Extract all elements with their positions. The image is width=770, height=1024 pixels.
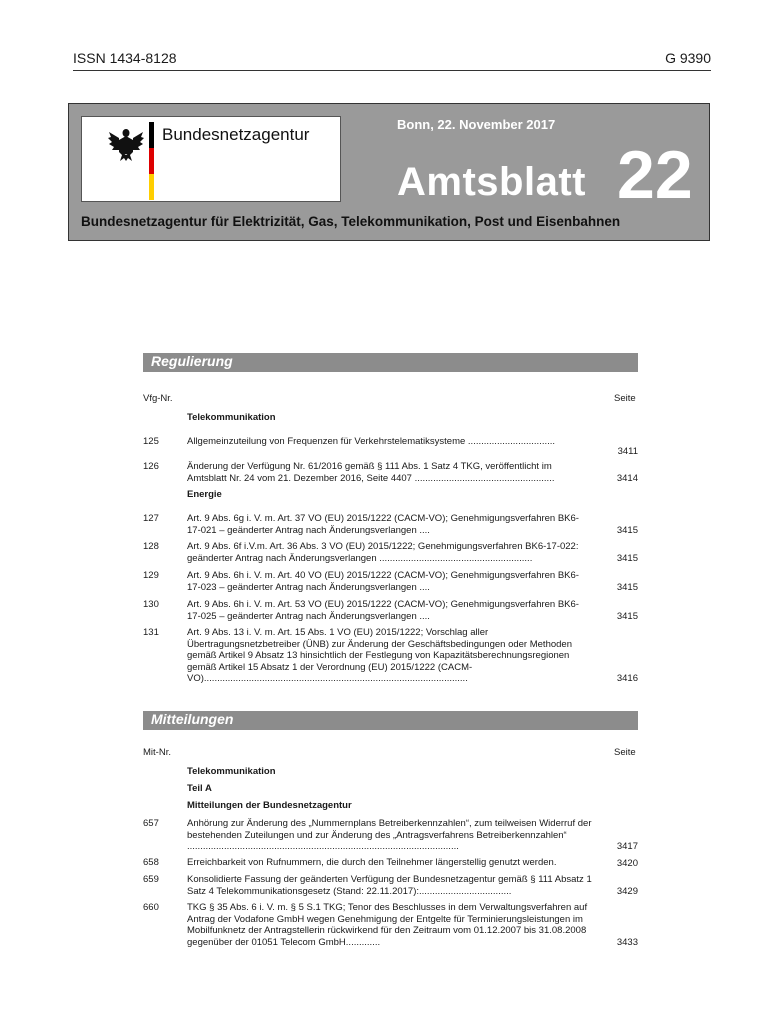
entry-text: Konsolidierte Fassung der geänderten Verfügung der Bundesnetzagentur gemäß § 111 Absatz 1 Satz 4 Telekommunikationsgesetz (Stand: 22.11.2017):................................... — [187, 874, 592, 897]
entry-text: Art. 9 Abs. 6h i. V. m. Art. 40 VO (EU) 2015/1222 (CACM-VO); Genehmigungsverfahren BK6-17-023 – geänderter Antrag nach Änderungsverlangen .... — [187, 570, 579, 593]
list-item[interactable] — [143, 902, 638, 948]
masthead — [68, 103, 710, 241]
column-header-page: Seite — [614, 747, 636, 758]
agency-name: Bundesnetzagentur — [162, 125, 310, 144]
entry-text: Art. 9 Abs. 6g i. V. m. Art. 37 VO (EU) 2015/1222 (CACM-VO); Genehmigungsverfahren BK6-17-021 – geänderter Antrag nach Änderungsverlangen .... — [187, 513, 579, 536]
flag-black — [149, 122, 154, 148]
flag-red — [149, 148, 154, 174]
entry-page: 3417 — [616, 840, 638, 852]
list-item[interactable] — [143, 541, 638, 564]
federal-eagle-icon — [106, 123, 146, 163]
entry-number: 659 — [143, 874, 159, 885]
list-item[interactable] — [143, 818, 638, 852]
entry-number: 127 — [143, 513, 159, 524]
entry-page: 3429 — [616, 885, 638, 897]
publication-subtitle: Bundesnetzagentur für Elektrizität, Gas, Telekommunikation, Post und Eisenbahnen — [81, 214, 621, 229]
entry-text: Art. 9 Abs. 13 i. V. m. Art. 15 Abs. 1 VO (EU) 2015/1222; Vorschlag aller Übertragungsnetzbetreiber (ÜNB) zur Änderung der Geschäftsbedingungen oder Methoden gemäß Artikel 9 Absatz 13 hinsichtlich der Festlegung von Kapazitätsberechnungsregionen gemäß Artikel 15 Absatz 1 der Verordnung (EU) 2015/1222 (CACM-VO).................................................................................................... — [187, 627, 572, 684]
logo-box — [81, 116, 341, 202]
entry-number: 657 — [143, 818, 159, 829]
entry-text: TKG § 35 Abs. 6 i. V. m. § 5 S.1 TKG; Tenor des Beschlusses in dem Verwaltungsverfahren auf Antrag der Vodafone GmbH wegen Genehmigung der Entgelte für Terminierungsleistungen im Mobilfunknetz der Antragstellerin rückwirkend für den Zeitraum vom 01.12.2007 bis 31.08.2008 gegenüber der 01051 Telecom GmbH............. — [187, 902, 588, 948]
list-item[interactable] — [143, 874, 638, 897]
entry-page: 3415 — [616, 552, 638, 564]
list-item[interactable] — [143, 436, 638, 457]
section-title: Regulierung — [151, 353, 233, 369]
column-header-number: Mit-Nr. — [143, 747, 171, 758]
entry-number: 128 — [143, 541, 159, 552]
publication-title: Amtsblatt — [397, 160, 586, 204]
entry-page: 3415 — [616, 610, 638, 622]
entry-page: 3414 — [616, 472, 638, 484]
entry-text: Art. 9 Abs. 6f i.V.m. Art. 36 Abs. 3 VO (EU) 2015/1222; Genehmigungsverfahren BK6-17-022: geänderter Antrag nach Änderungsverlangen .......................................................... — [187, 541, 579, 564]
entry-page: 3415 — [616, 581, 638, 593]
column-header-number: Vfg-Nr. — [143, 393, 173, 404]
g-number: G 9390 — [665, 50, 711, 66]
list-item[interactable] — [143, 461, 638, 484]
entry-page: 3411 — [617, 445, 638, 457]
entry-page: 3415 — [616, 524, 638, 536]
group-heading: Mitteilungen der Bundesnetzagentur — [187, 800, 352, 811]
entry-number: 660 — [143, 902, 159, 913]
section-title: Mitteilungen — [151, 711, 234, 727]
list-item[interactable] — [143, 570, 638, 593]
column-header-page: Seite — [614, 393, 636, 404]
entry-number: 129 — [143, 570, 159, 581]
list-item[interactable] — [143, 513, 638, 536]
flag-bar — [149, 122, 154, 200]
list-item[interactable] — [143, 599, 638, 622]
entry-page: 3416 — [616, 672, 638, 684]
entry-text: Erreichbarkeit von Rufnummern, die durch den Teilnehmer längerstellig genutzt werden. — [187, 857, 557, 868]
list-item[interactable] — [143, 627, 638, 684]
entry-text: Anhörung zur Änderung des „Nummernplans Betreiberkennzahlen“, zum teilweisen Widerruf der bestehenden Zuteilungen und zur Änderung des „Antragsverfahrens Betreiberkennzahlen“ ....................................................................................................... — [187, 818, 592, 852]
entry-number: 126 — [143, 461, 159, 472]
entry-page: 3420 — [616, 857, 638, 869]
entry-number: 125 — [143, 436, 159, 447]
entry-text: Allgemeinzuteilung von Frequenzen für Verkehrstelematiksysteme ................................. — [187, 436, 556, 447]
entry-text: Art. 9 Abs. 6h i. V. m. Art. 53 VO (EU) 2015/1222 (CACM-VO); Genehmigungsverfahren BK6-17-025 – geänderter Antrag nach Änderungsverlangen .... — [187, 599, 579, 622]
header-line — [73, 50, 711, 71]
section-header-mitteilungen — [143, 711, 638, 730]
entry-number: 658 — [143, 857, 159, 868]
group-heading: Energie — [187, 489, 222, 500]
section-header-regulierung — [143, 353, 638, 372]
issn: ISSN 1434-8128 — [73, 50, 177, 66]
group-heading: Telekommunikation — [187, 412, 276, 423]
issue-date: Bonn, 22. November 2017 — [397, 117, 556, 132]
issue-number: 22 — [617, 137, 693, 213]
entry-number: 131 — [143, 627, 159, 638]
list-item[interactable] — [143, 857, 638, 869]
flag-gold — [149, 174, 154, 200]
group-heading: Telekommunikation — [187, 766, 276, 777]
group-heading: Teil A — [187, 783, 212, 794]
entry-page: 3433 — [616, 936, 638, 948]
entry-text: Änderung der Verfügung Nr. 61/2016 gemäß § 111 Abs. 1 Satz 4 TKG, veröffentlicht im Amtsblatt Nr. 24 vom 21. Dezember 2016, Seite 4407 ..................................................... — [187, 461, 555, 484]
entry-number: 130 — [143, 599, 159, 610]
